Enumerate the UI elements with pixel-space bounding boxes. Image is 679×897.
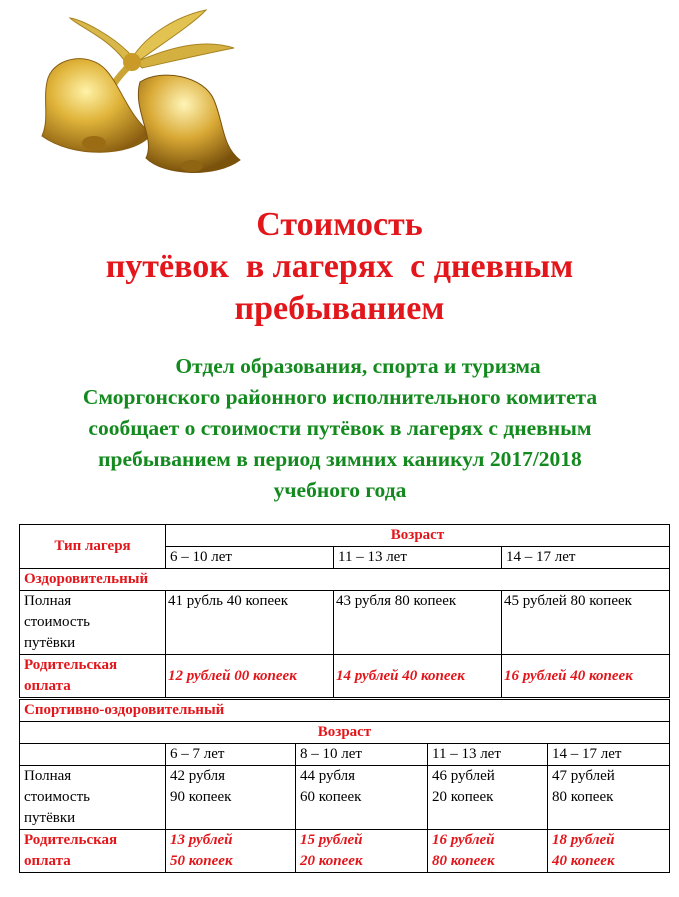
parent-payment-cell: 16 рублей 80 копеек: [428, 830, 548, 873]
age-cell: 14 – 17 лет: [502, 547, 670, 569]
title-line-1: Стоимость: [256, 206, 423, 243]
age-cell: 8 – 10 лет: [296, 744, 428, 766]
parent-payment-cell: 14 рублей 40 копеек: [334, 655, 502, 698]
parent-payment-cell: 18 рублей 40 копеек: [548, 830, 670, 873]
intro-line-4: пребыванием в период зимних каникул 2017/2018: [98, 447, 582, 471]
page-title: [0, 204, 679, 330]
age-cell: 14 – 17 лет: [548, 744, 670, 766]
age-cell: 6 – 7 лет: [166, 744, 296, 766]
full-cost-cell: 45 рублей 80 копеек: [502, 591, 670, 655]
camp-type-header: Тип лагеря: [20, 525, 166, 569]
golden-bells-icon: [28, 8, 246, 178]
age-header-2: Возраст: [20, 722, 670, 744]
section-sport: Спортивно-оздоровительный: [20, 700, 670, 722]
section-health: Оздоровительный: [20, 569, 670, 591]
parent-payment-cell: 15 рублей 20 копеек: [296, 830, 428, 873]
full-cost-label: Полная стоимость путёвки: [20, 591, 166, 655]
age-header: Возраст: [166, 525, 670, 547]
empty-cell: [20, 744, 166, 766]
intro-line-3: сообщает о стоимости путёвок в лагерях с дневным: [88, 416, 592, 440]
intro-text: [20, 351, 660, 506]
price-table-sport: [19, 699, 670, 873]
full-cost-cell: 47 рублей 80 копеек: [548, 766, 670, 830]
intro-line-5: учебного года: [273, 478, 407, 502]
full-cost-cell: 46 рублей 20 копеек: [428, 766, 548, 830]
intro-line-1: Отдел образования, спорта и туризма: [175, 354, 541, 378]
parent-payment-cell: 12 рублей 00 копеек: [166, 655, 334, 698]
full-cost-cell: 44 рубля 60 копеек: [296, 766, 428, 830]
age-cell: 11 – 13 лет: [334, 547, 502, 569]
parent-payment-cell: 13 рублей 50 копеек: [166, 830, 296, 873]
intro-line-2: Сморгонского районного исполнительного комитета: [82, 385, 598, 409]
full-cost-cell: 42 рубля 90 копеек: [166, 766, 296, 830]
full-cost-cell: 43 рубля 80 копеек: [334, 591, 502, 655]
price-table-health: [19, 524, 670, 698]
age-cell: 11 – 13 лет: [428, 744, 548, 766]
full-cost-label: Полная стоимость путёвки: [20, 766, 166, 830]
parent-payment-cell: 16 рублей 40 копеек: [502, 655, 670, 698]
parent-payment-label: Родительская оплата: [20, 655, 166, 698]
title-line-2: путёвок в лагерях с дневным: [105, 248, 574, 285]
age-cell: 6 – 10 лет: [166, 547, 334, 569]
full-cost-cell: 41 рубль 40 копеек: [166, 591, 334, 655]
title-line-3: пребыванием: [234, 290, 445, 327]
parent-payment-label: Родительская оплата: [20, 830, 166, 873]
